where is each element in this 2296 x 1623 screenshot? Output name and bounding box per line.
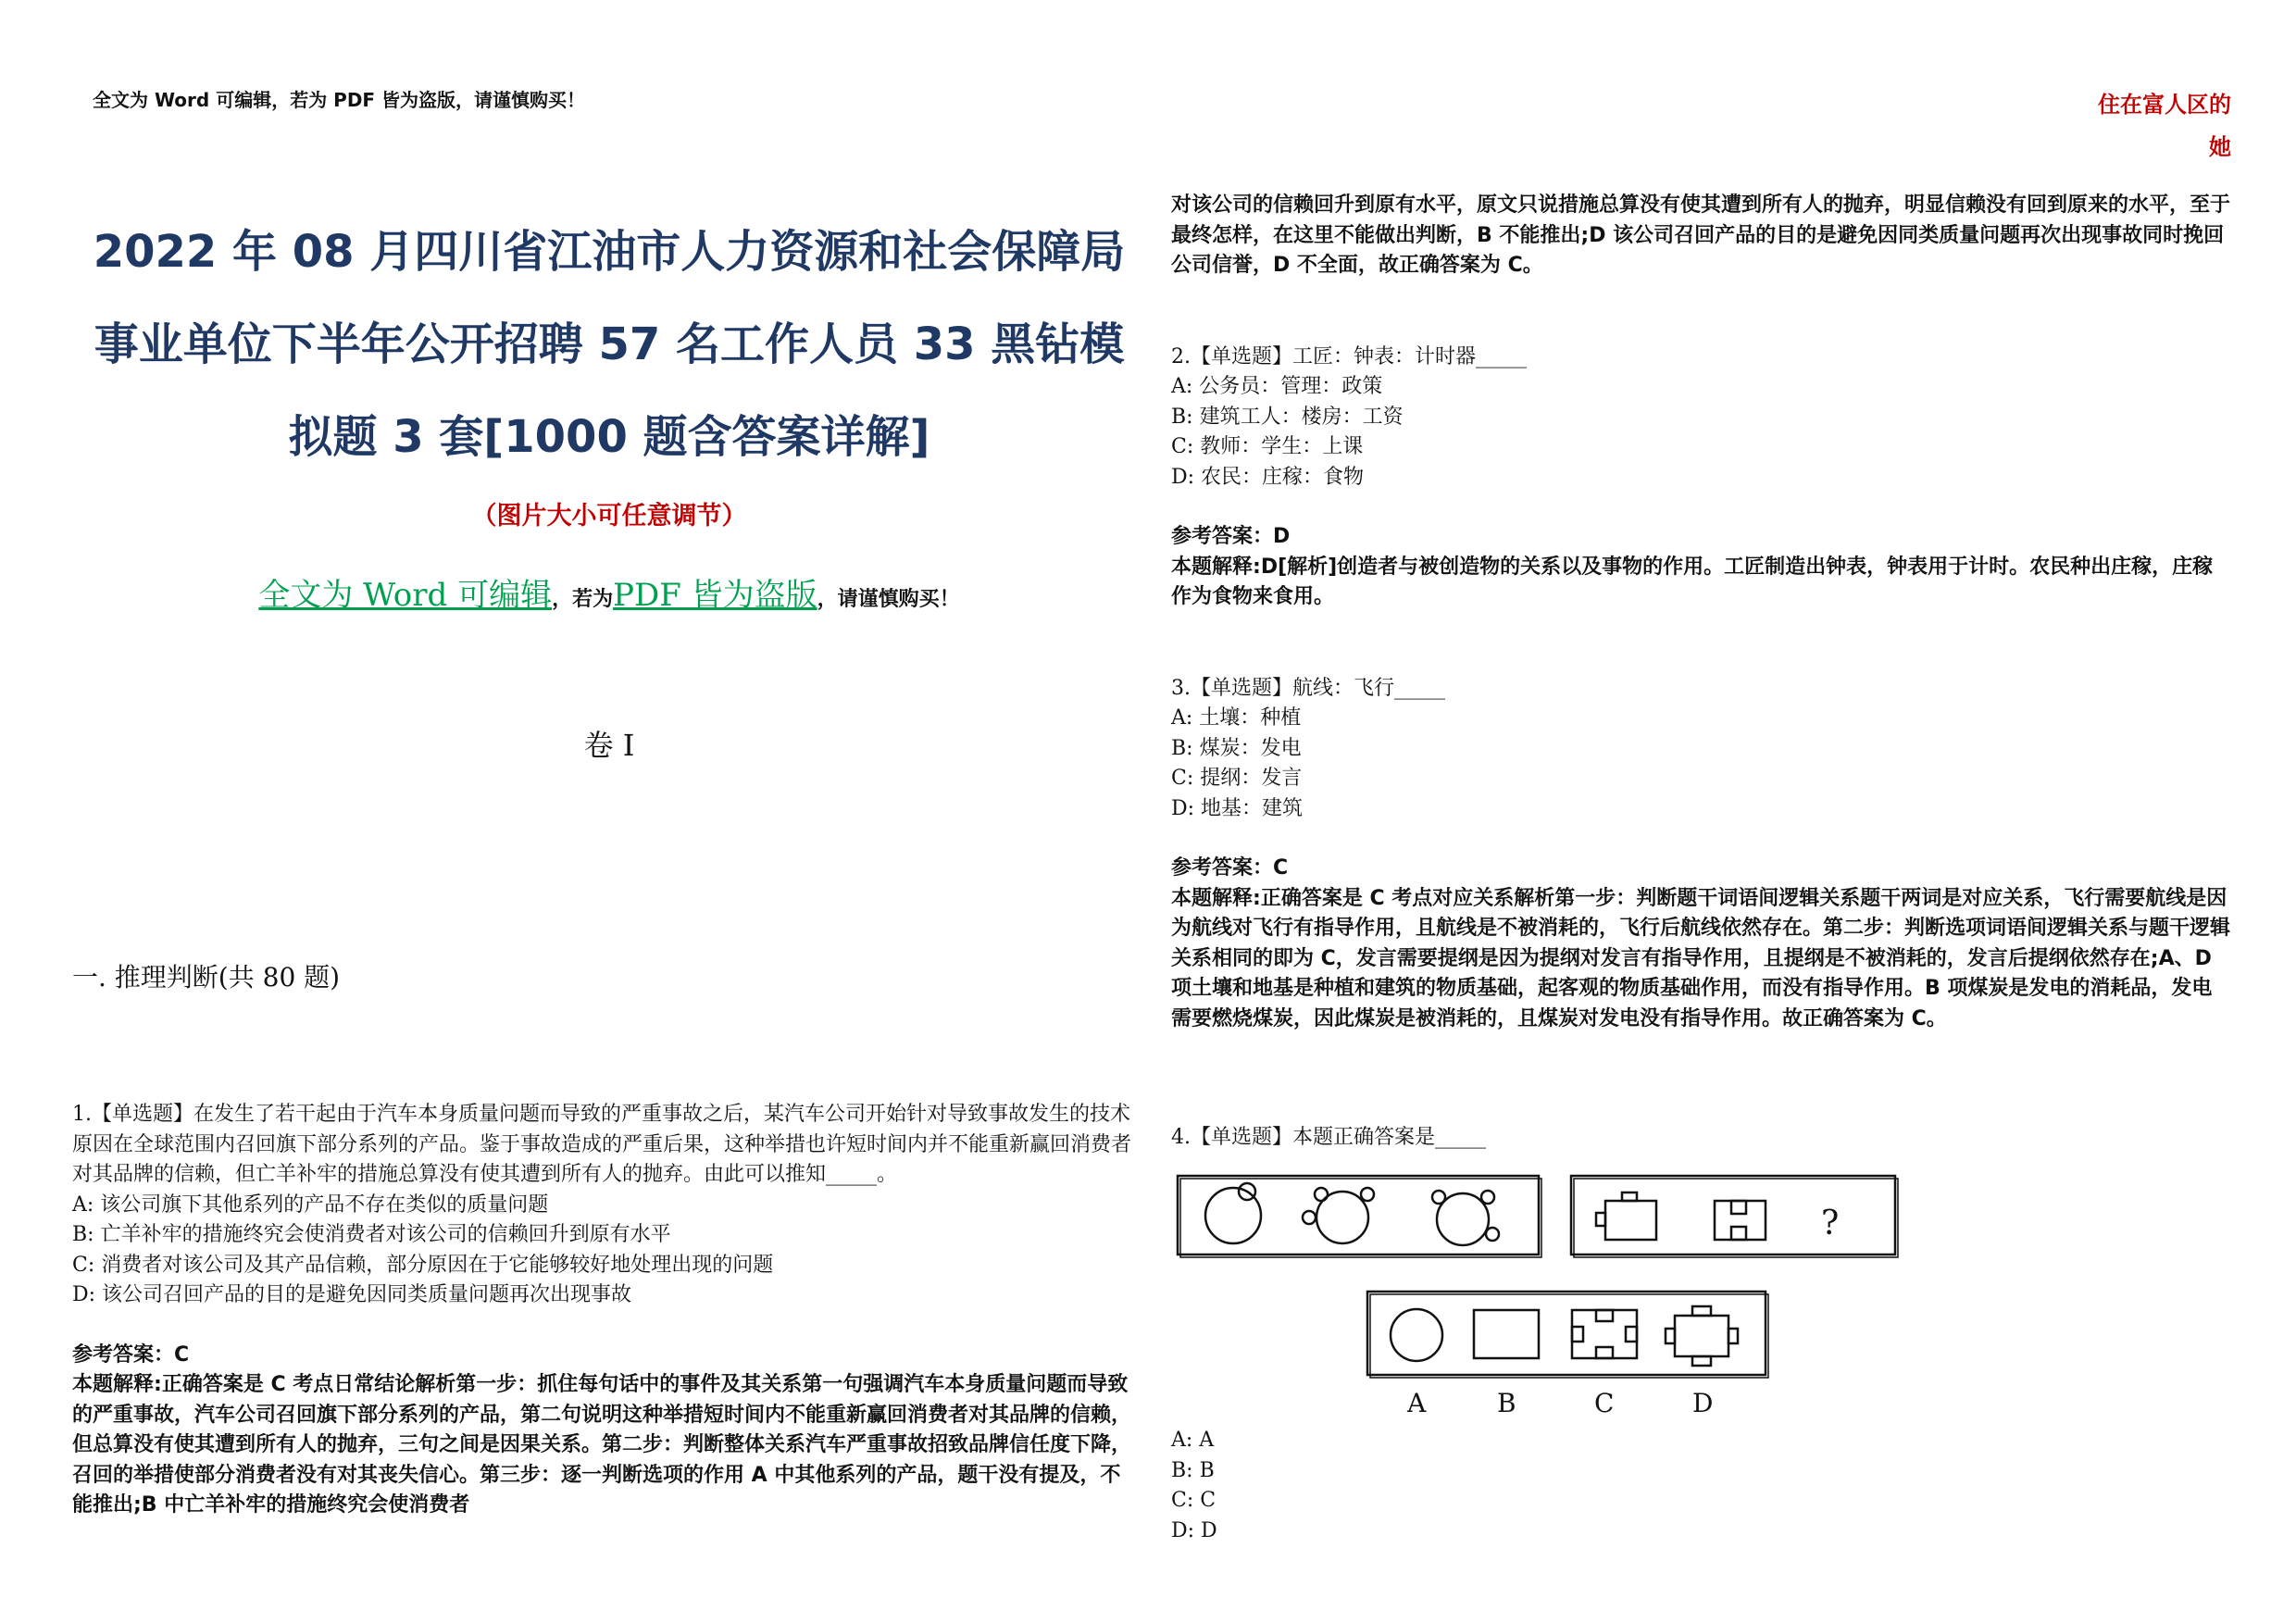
figure-question-mark: ? [1821, 1205, 1840, 1242]
figure-small-circle [1432, 1191, 1445, 1204]
figure-square-tab [1596, 1213, 1605, 1226]
option-d-tab [1692, 1306, 1711, 1316]
question-1-option-c: C: 消费者对该公司及其产品信赖，部分原因在于它能够较好地处理出现的问题 [72, 1253, 774, 1277]
question-1-option-b: B: 亡羊补牢的措施终究会使消费者对该公司的信赖回升到原有水平 [72, 1223, 671, 1246]
option-d-square [1675, 1316, 1728, 1356]
document-title [72, 206, 1146, 483]
explanation-text: 正确答案是 C 考点日常结论解析第一步：抓住每句话中的事件及其关系第一句强调汽车本身质量问题而导致的严重事故，汽车公司召回旗下部分系列的产品，第二句说明这种举措短时间内不能重新赢回消费者对其品牌的信赖，但总算没有使其遭到所有人的抛弃，三句之间是因果关系。第二步：判断整体关系汽车严重事故招致品牌信任度下降，召回的举措使部分消费者没有对其丧失信心。第三步：逐一判断选项的作用 A 中其他系列的产品，题干没有提及，不能推出;B 中亡羊补牢的措施终究会使消费者 [72, 1373, 1132, 1517]
figure-square-notch [1731, 1201, 1746, 1214]
option-c-notch [1596, 1310, 1613, 1321]
option-b-square [1474, 1310, 1539, 1358]
title-line-2: 事业单位下半年公开招聘 57 名工作人员 33 黑钻模 [94, 318, 1125, 370]
explanation-label: 本题解释: [1171, 886, 1261, 910]
section-heading: 一. 推理判断(共 80 题) [72, 962, 341, 993]
subtitle: （图片大小可任意调节） [471, 502, 747, 531]
question-1-option-d: D: 该公司召回产品的目的是避免因同类质量问题再次出现事故 [72, 1283, 632, 1306]
option-c-notch [1572, 1327, 1583, 1342]
header-notice: 全文为 Word 可编辑，若为 PDF 皆为盗版，请谨慎购买！ [93, 89, 586, 111]
option-a-circle [1391, 1309, 1442, 1361]
figure-group-2-box [1571, 1176, 1895, 1255]
question-4-option-a: A: A [1171, 1429, 1215, 1452]
figure-options-box [1367, 1292, 1766, 1375]
question-3-stem: 3.【单选题】航线：飞行_____ [1171, 676, 1445, 700]
figure-label-a: A [1407, 1388, 1427, 1418]
figure-label-c: C [1594, 1388, 1615, 1418]
figure-label-b: B [1497, 1388, 1516, 1418]
question-3-option-c: C: 提纲：发言 [1171, 767, 1303, 790]
figure-square-2 [1715, 1201, 1766, 1240]
question-3-option-d: D: 地基：建筑 [1171, 796, 1304, 820]
figure-small-circle [1486, 1228, 1499, 1241]
question-2-option-b: B: 建筑工人：楼房：工资 [1171, 405, 1404, 429]
question-1-answer: 参考答案：C [72, 1342, 190, 1367]
question-4-option-d: D: D [1171, 1518, 1217, 1542]
question-3-option-a: A: 土壤：种植 [1171, 706, 1302, 730]
title-line-1: 2022 年 08 月四川省江油市人力资源和社会保障局 [93, 226, 1126, 278]
volume-heading: 卷 I [583, 728, 635, 763]
question-2-option-c: C: 教师：学生：上课 [1171, 435, 1364, 458]
header-author [2092, 83, 2231, 169]
question-2-explanation [1171, 553, 2231, 613]
question-3-option-b: B: 煤炭：发电 [1171, 736, 1302, 760]
header-author-line2: 她 [2209, 134, 2231, 160]
word-editable-link[interactable]: 全文为 Word 可编辑 [258, 577, 553, 614]
question-4-options [1171, 1426, 2231, 1546]
figure-square-1 [1605, 1201, 1656, 1240]
title-line-3: 拟题 3 套[1000 题含答案详解] [288, 411, 930, 463]
question-2-answer: 参考答案：D [1171, 525, 1291, 548]
figure-square-notch [1731, 1227, 1746, 1240]
figure-label-d: D [1692, 1388, 1714, 1418]
figure-square-tab [1622, 1192, 1637, 1201]
option-c-notch [1596, 1347, 1613, 1358]
figure-small-circle [1303, 1211, 1316, 1224]
question-4-option-b: B: B [1171, 1458, 1215, 1482]
editable-notice [72, 569, 1146, 615]
option-c-notch [1626, 1327, 1637, 1342]
figure-small-circle [1361, 1188, 1374, 1201]
header-author-line1: 住在富人区的 [2098, 92, 2231, 118]
figure-small-circle [1481, 1191, 1494, 1204]
question-1-option-a: A: 该公司旗下其他系列的产品不存在类似的质量问题 [72, 1192, 549, 1217]
question-4-option-c: C: C [1171, 1489, 1217, 1512]
figure-group-2-shadow [1574, 1179, 1898, 1257]
question-1-stem: 1.【单选题】在发生了若干起由于汽车本身质量问题而导致的严重事故之后，某汽车公司开始针对导致事故发生的技术原因在全球范围内召回旗下部分系列的产品。鉴于事故造成的严重后果，这种举措也许短时间内并不能重新赢回消费者对其品牌的信赖，但亡羊补牢的措施总算没有使其遭到所有人的抛弃。由此可以推知_____。 [72, 1103, 1132, 1186]
question-1-explanation [72, 1370, 1132, 1521]
right-column [1171, 191, 2231, 1034]
explanation-label: 本题解释: [72, 1373, 162, 1396]
question-4-stem: 4.【单选题】本题正确答案是_____ [1171, 1126, 1486, 1149]
option-d-tab [1692, 1356, 1711, 1366]
explanation-text: 正确答案是 C 考点对应关系解析第一步：判断题干词语间逻辑关系题干两词是对应关系，飞行需要航线是因为航线对飞行有指导作用，且航线是不被消耗的，飞行后航线依然存在。第二步：判断选项词语间逻辑关系与题干逻辑关系相同的即为 C，发言需要提纲是因为提纲对发言有指导作用，且提纲是不被消耗的，发言后提纲依然存在;A、D 项土壤和地基是种植和建筑的物质基础，起客观的物质基础作用，而没有指导作用。B 项煤炭是发电的消耗品，发电需要燃烧煤炭，因此煤炭是被消耗的，且煤炭对发电没有指导作用。故正确答案为 C。 [1171, 886, 2231, 1030]
notice-tail: ，请谨慎购买！ [817, 587, 960, 611]
pdf-piracy-link[interactable]: PDF 皆为盗版 [613, 577, 817, 614]
question-4-figure [1168, 1162, 1909, 1430]
question-3-answer: 参考答案：C [1171, 856, 1289, 880]
figure-small-circle [1315, 1188, 1328, 1201]
question-2-option-d: D: 农民：庄稼：食物 [1171, 465, 1365, 489]
explanation-text: D[解析]创造者与被创造物的关系以及事物的作用。工匠制造出钟表，钟表用于计时。农民种出庄稼，庄稼作为食物来食用。 [1171, 555, 2214, 608]
question-3-explanation [1171, 884, 2231, 1035]
question-1 [72, 1100, 1132, 1521]
option-d-tab [1728, 1329, 1738, 1343]
question-2-stem: 2.【单选题】工匠：钟表：计时器_____ [1171, 344, 1527, 368]
option-c-square [1572, 1310, 1637, 1358]
explanation-label: 本题解释: [1171, 555, 1261, 579]
option-d-tab [1666, 1329, 1675, 1343]
question-2-option-a: A: 公务员：管理：政策 [1171, 375, 1383, 398]
notice-mid: ，若为 [552, 587, 614, 611]
question-1-explanation-continued: 对该公司的信赖回升到原有水平，原文只说措施总算没有使其遭到所有人的抛弃，明显信赖没有回到原来的水平，至于最终怎样，在这里不能做出判断，B 不能推出;D 该公司召回产品的目的是避免因同类质量问题再次出现事故同时挽回公司信誉，D 不全面，故正确答案为 C。 [1171, 194, 2231, 277]
